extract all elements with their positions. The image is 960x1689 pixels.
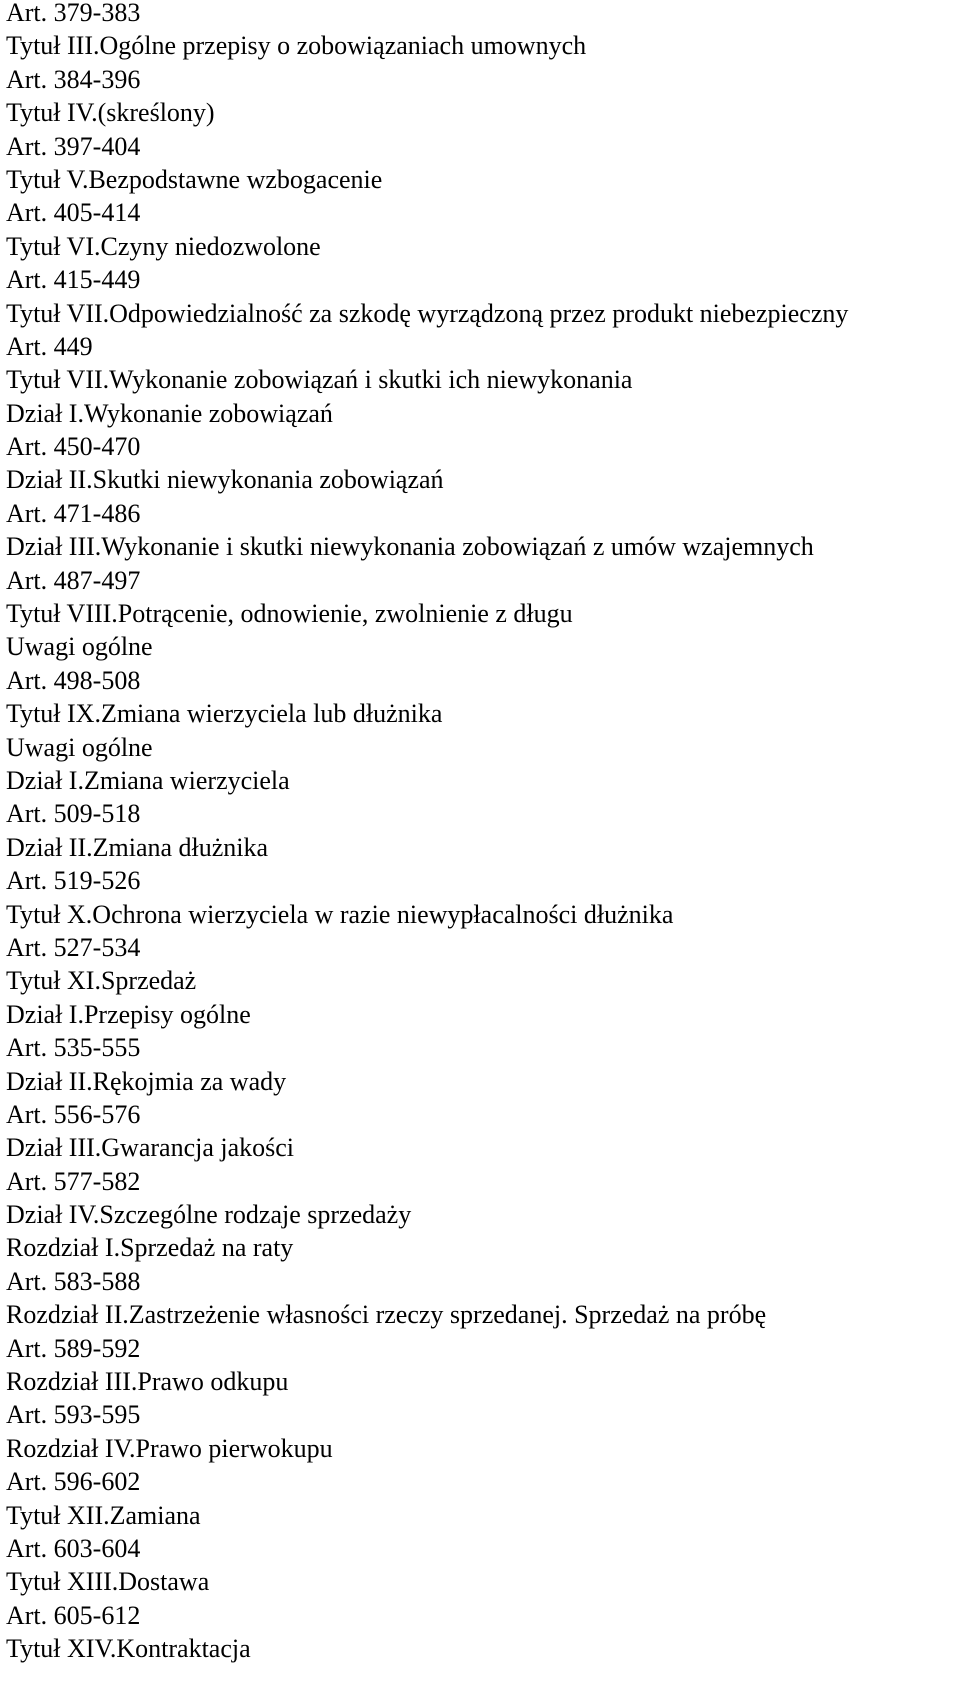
text-line: Art. 405-414 — [6, 198, 141, 228]
text-line: Art. 379-383 — [6, 0, 141, 27]
text-line: Art. 450-470 — [6, 432, 141, 462]
text-line: Dział II.Skutki niewykonania zobowiązań — [6, 465, 444, 495]
text-line: Dział I.Wykonanie zobowiązań — [6, 398, 333, 428]
text-line: Tytuł VII.Wykonanie zobowiązań i skutki ich niewykonania — [6, 365, 633, 395]
text-line: Tytuł III.Ogólne przepisy o zobowiązaniach umownych — [6, 31, 587, 61]
text-line: Dział IV.Szczególne rodzaje sprzedaży — [6, 1200, 412, 1230]
text-line: Art. 449 — [6, 331, 93, 361]
text-line: Rozdział IV.Prawo pierwokupu — [6, 1433, 333, 1463]
text-line: Rozdział III.Prawo odkupu — [6, 1367, 289, 1397]
text-line: Dział I.Przepisy ogólne — [6, 999, 251, 1029]
text-line: Art. 593-595 — [6, 1400, 141, 1430]
text-line: Tytuł XIII.Dostawa — [6, 1567, 210, 1597]
document-body — [6, 0, 956, 1666]
text-line: Dział I.Zmiana wierzyciela — [6, 765, 290, 795]
text-line: Art. 596-602 — [6, 1467, 141, 1497]
text-line: Dział III.Wykonanie i skutki niewykonania zobowiązań z umów wzajemnych — [6, 532, 814, 562]
text-line: Uwagi ogólne — [6, 732, 153, 762]
text-line: Tytuł XIV.Kontraktacja — [6, 1634, 251, 1664]
text-line: Tytuł XII.Zamiana — [6, 1500, 201, 1530]
text-line: Dział III.Gwarancja jakości — [6, 1133, 295, 1163]
text-line: Art. 519-526 — [6, 866, 141, 896]
text-line: Art. 583-588 — [6, 1266, 141, 1296]
text-line: Art. 535-555 — [6, 1033, 141, 1063]
text-line: Rozdział I.Sprzedaż na raty — [6, 1233, 294, 1263]
text-line: Tytuł V.Bezpodstawne wzbogacenie — [6, 164, 383, 194]
text-line: Art. 556-576 — [6, 1099, 141, 1129]
text-line: Dział II.Rękojmia za wady — [6, 1066, 287, 1096]
text-line: Art. 589-592 — [6, 1333, 141, 1363]
text-line: Art. 471-486 — [6, 498, 141, 528]
text-line: Art. 605-612 — [6, 1600, 141, 1630]
text-line: Tytuł VII.Odpowiedzialność za szkodę wyrządzoną przez produkt niebezpieczny — [6, 298, 849, 328]
text-line: Art. 487-497 — [6, 565, 141, 595]
text-line: Dział II.Zmiana dłużnika — [6, 832, 269, 862]
text-line: Art. 397-404 — [6, 131, 141, 161]
text-line: Uwagi ogólne — [6, 632, 153, 662]
text-line: Art. 603-604 — [6, 1533, 141, 1563]
text-line: Tytuł IV.(skreślony) — [6, 98, 215, 128]
text-line: Art. 498-508 — [6, 665, 141, 695]
text-line: Art. 577-582 — [6, 1166, 141, 1196]
text-line: Art. 527-534 — [6, 932, 141, 962]
text-line: Art. 509-518 — [6, 799, 141, 829]
text-line: Tytuł X.Ochrona wierzyciela w razie niewypłacalności dłużnika — [6, 899, 674, 929]
text-line: Rozdział II.Zastrzeżenie własności rzeczy sprzedanej. Sprzedaż na próbę — [6, 1300, 767, 1330]
text-line: Tytuł IX.Zmiana wierzyciela lub dłużnika — [6, 699, 443, 729]
text-line: Art. 384-396 — [6, 64, 141, 94]
text-line: Art. 415-449 — [6, 265, 141, 295]
text-line: Tytuł VIII.Potrącenie, odnowienie, zwolnienie z długu — [6, 599, 573, 629]
text-line: Tytuł VI.Czyny niedozwolone — [6, 231, 321, 261]
text-line: Tytuł XI.Sprzedaż — [6, 966, 197, 996]
